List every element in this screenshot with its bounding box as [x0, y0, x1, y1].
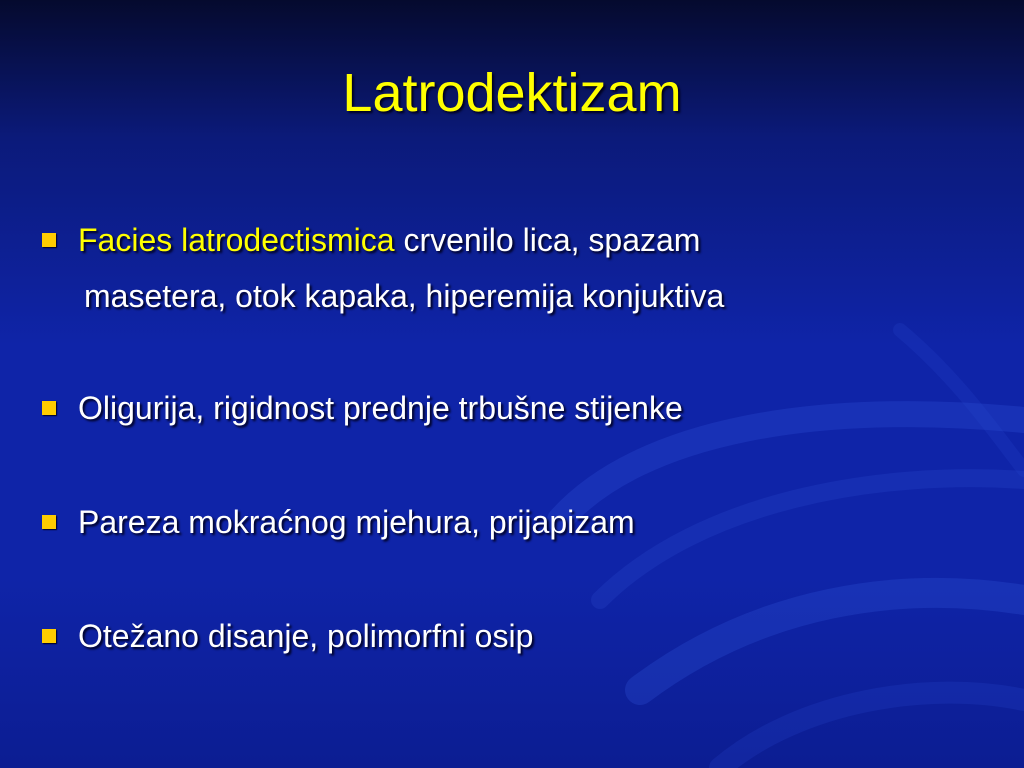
bullet-highlight-term: Facies latrodectismica	[78, 222, 395, 258]
bullet-continuation-text: masetera, otok kapaka, hiperemija konjuktiva	[84, 278, 725, 314]
bullet-text: Otežano disanje, polimorfni osip	[78, 618, 534, 654]
bullet-text: Pareza mokraćnog mjehura, prijapizam	[78, 504, 635, 540]
bullet-item-otezano	[40, 608, 1000, 664]
bullet-text: Oligurija, rigidnost prednje trbušne stijenke	[78, 390, 683, 426]
square-bullet-icon	[42, 401, 56, 415]
square-bullet-icon	[42, 515, 56, 529]
bullet-item-pareza	[40, 494, 1000, 550]
bullet-list	[40, 212, 1000, 722]
bullet-item-facies	[40, 212, 1000, 324]
square-bullet-icon	[42, 233, 56, 247]
square-bullet-icon	[42, 629, 56, 643]
bullet-item-oligurija	[40, 380, 1000, 436]
slide-title: Latrodektizam	[342, 63, 682, 123]
bullet-text: crvenilo lica, spazam	[394, 222, 701, 258]
